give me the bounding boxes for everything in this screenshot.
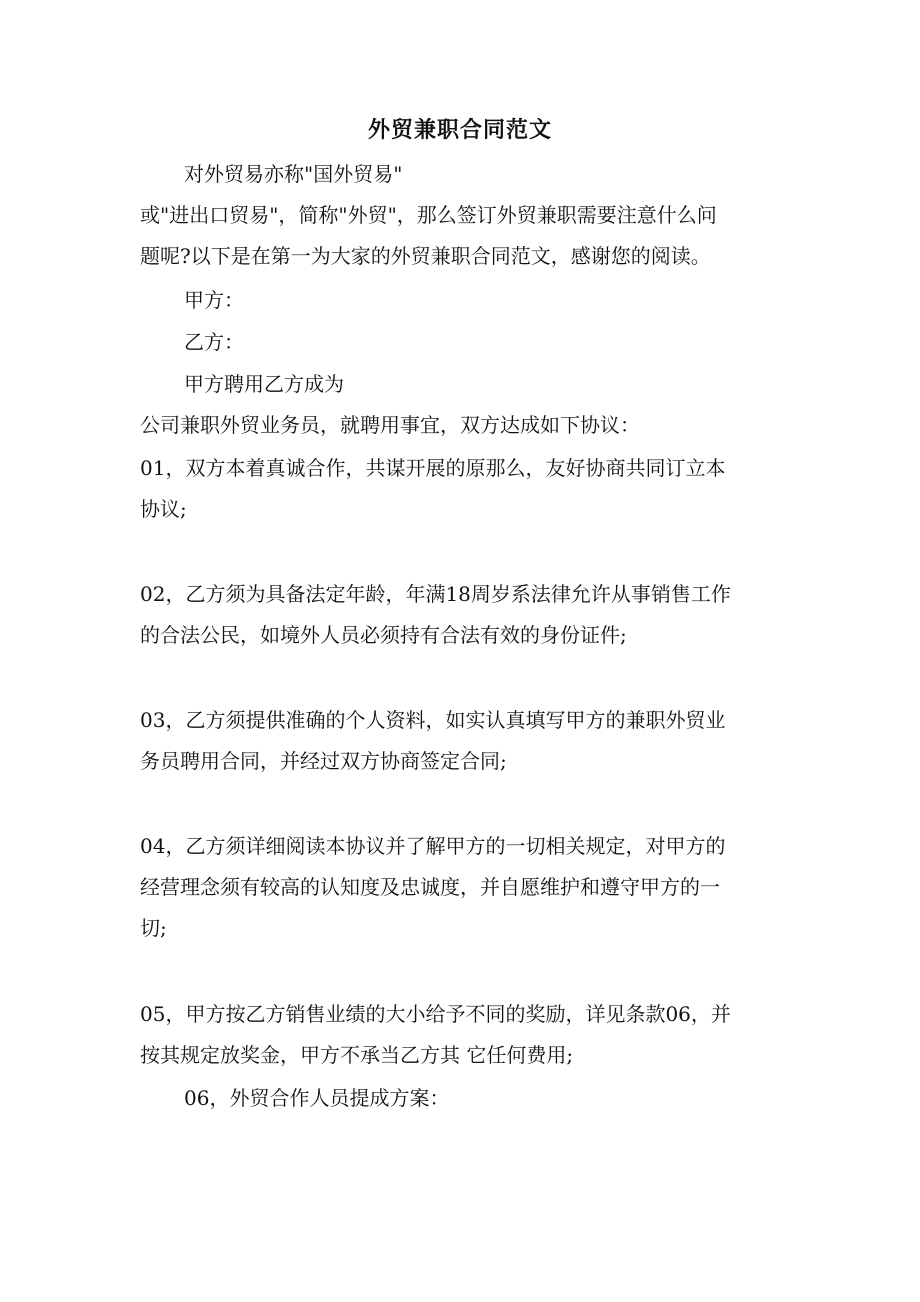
intro-paragraph [140, 154, 772, 277]
clause-line: 的合法公民，如境外人员必须持有合法有效的身份证件; [140, 623, 627, 647]
clause-02 [140, 574, 772, 656]
clause-line: 02，乙方须为具备法定年龄，年满18周岁系法律允许从事销售工作 [140, 582, 731, 606]
party-a-line [140, 280, 772, 321]
intro-line: 对外贸易亦称"国外贸易" [184, 162, 403, 186]
clause-line: 经营理念须有较高的认知度及忠诚度，并自愿维护和遵守甲方的一 [140, 875, 720, 899]
clause-line: 切; [140, 916, 167, 940]
intro-line: 或"进出口贸易"，简称"外贸"，那么签订外贸兼职需要注意什么问 [140, 203, 717, 227]
party-a-label: 甲方： [184, 288, 244, 312]
clause-03 [140, 700, 772, 782]
clause-line: 05，甲方按乙方销售业绩的大小给予不同的奖励，详见条款06，并 [140, 1002, 731, 1026]
party-b-label: 乙方： [184, 330, 244, 354]
clause-06 [140, 1078, 772, 1119]
clause-line: 务员聘用合同，并经过双方协商签定合同; [140, 749, 507, 773]
document-title: 外贸兼职合同范文 [367, 117, 552, 143]
party-b-line [140, 322, 772, 363]
clause-05 [140, 994, 772, 1076]
hire-paragraph [140, 364, 772, 446]
clause-line: 03，乙方须提供准确的个人资料，如实认真填写甲方的兼职外贸业 [140, 708, 726, 732]
hire-line: 公司兼职外贸业务员，就聘用事宜，双方达成如下协议： [140, 413, 640, 437]
clause-line: 06，外贸合作人员提成方案： [184, 1086, 450, 1110]
clause-04 [140, 826, 772, 949]
clause-01 [140, 448, 772, 530]
clause-line: 01，双方本着真诚合作，共谋开展的原那么，友好协商共同订立本 [140, 456, 726, 480]
clause-line: 按其规定放奖金，甲方不承当乙方其 它任何费用; [140, 1043, 574, 1067]
clause-line: 协议; [140, 497, 187, 521]
clause-line: 04，乙方须详细阅读本协议并了解甲方的一切相关规定，对甲方的 [140, 834, 726, 858]
hire-line: 甲方聘用乙方成为 [184, 372, 344, 396]
intro-line: 题呢?以下是在第一为大家的外贸兼职合同范文，感谢您的阅读。 [140, 244, 711, 268]
